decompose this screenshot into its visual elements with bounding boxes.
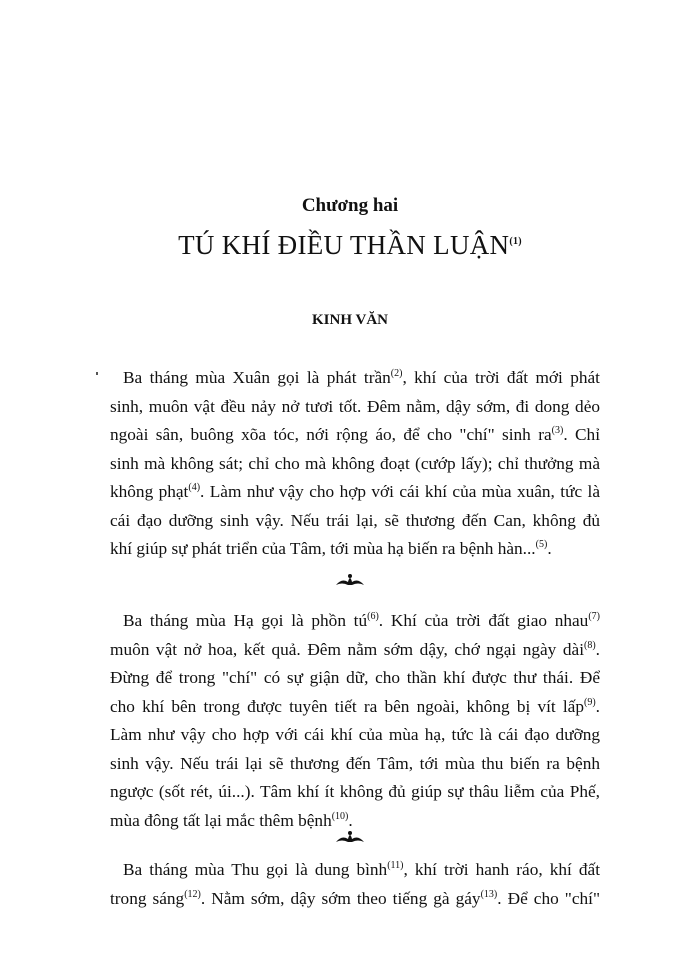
text-run: cái đạo dưỡng sinh vậy. Nếu trái lại, sẽ thương đến Can, không đủ xyxy=(110,510,600,530)
text-run: Ba tháng mùa Xuân gọi là phát trần xyxy=(123,368,391,387)
text-line xyxy=(110,421,600,450)
footnote-ref: (1) xyxy=(509,236,522,247)
text-run: sinh, muôn vật đều nảy nở tươi tốt. Đêm nằm, dậy sớm, đi dong dẻo xyxy=(110,396,600,416)
paragraph-spring xyxy=(110,364,600,564)
text-line xyxy=(110,507,600,536)
text-line xyxy=(110,636,600,665)
text-run: . xyxy=(595,639,600,659)
text-run: , khí trời hanh ráo, khí đất xyxy=(403,860,600,879)
text-run: . Làm như vậy cho hợp với cái khí của mùa xuân, tức là xyxy=(200,482,600,501)
text-run: khí giúp sự phát triển của Tâm, tới mùa hạ biến ra bệnh hàn... xyxy=(110,539,536,558)
text-line xyxy=(110,393,600,422)
footnote-ref: (10) xyxy=(331,810,349,822)
text-line xyxy=(110,607,600,636)
text-run: Đừng để trong "chí" có sự giận dữ, cho thần khí được thư thái. Để xyxy=(110,668,600,687)
text-run: sinh mà không sát; chỉ cho mà không đoạt (cướp lấy); chỉ thưởng mà xyxy=(110,453,600,473)
text-line xyxy=(110,364,600,393)
footnote-ref: (5) xyxy=(535,539,548,550)
footnote-ref: (6) xyxy=(367,611,379,622)
text-line xyxy=(110,535,600,564)
text-line xyxy=(110,478,600,507)
footnote-ref: (9) xyxy=(584,696,596,708)
text-line xyxy=(110,721,600,750)
scan-speck xyxy=(96,372,98,375)
text-line xyxy=(110,693,600,722)
text-run: . xyxy=(547,539,552,558)
footnote-ref: (7) xyxy=(588,611,600,622)
text-run: không phạt xyxy=(110,482,189,501)
text-run: . Khí của trời đất giao nhau xyxy=(378,611,589,630)
text-run: . Chỉ xyxy=(563,425,600,444)
text-run: . Để cho "chí" xyxy=(497,888,600,908)
paragraph-autumn xyxy=(110,856,600,913)
section-heading: KINH VĂN xyxy=(312,312,388,328)
footnote-ref: (12) xyxy=(184,888,201,900)
text-run: . Nằm sớm, dậy sớm theo tiếng gà gáy xyxy=(200,888,481,908)
chapter-title xyxy=(0,230,700,261)
text-line xyxy=(110,450,600,479)
footnote-ref: (3) xyxy=(551,425,564,436)
text-run: ngược (sốt rét, úi...). Tâm khí ít không đủ giúp sự thâu liễm của Phế, xyxy=(110,782,600,801)
text-run: Ba tháng mùa Thu gọi là dung bình xyxy=(123,860,388,879)
footnote-ref: (2) xyxy=(390,368,403,379)
text-run: Ba tháng mùa Hạ gọi là phồn tú xyxy=(123,611,368,630)
text-run: , khí của trời đất mới phát xyxy=(402,368,600,387)
text-line xyxy=(110,664,600,693)
text-run: Làm như vậy cho hợp với cái khí của mùa hạ, tức là cái đạo dưỡng xyxy=(110,725,600,744)
text-run: ngoài sân, buông xõa tóc, nới rộng áo, để cho "chí" sinh ra xyxy=(110,425,552,444)
footnote-ref: (8) xyxy=(584,639,596,651)
text-run: trong sáng xyxy=(110,888,185,908)
chapter-label: Chương hai xyxy=(301,195,399,216)
footnote-ref: (13) xyxy=(480,888,498,900)
text-run: sinh vậy. Nếu trái lại sẽ thương đến Tâm, tới mùa thu biến ra bệnh xyxy=(110,753,600,773)
chapter-title-text: TÚ KHÍ ĐIỀU THẦN LUẬN xyxy=(178,230,510,260)
text-run: cho khí bên trong được tuyên tiết ra bên ngoài, không bị vít lấp xyxy=(110,696,584,716)
fleuron-icon xyxy=(334,572,366,588)
footnote-ref: (4) xyxy=(188,482,201,493)
paragraph-summer xyxy=(110,607,600,835)
text-line xyxy=(110,856,600,885)
text-run: . xyxy=(595,696,600,716)
text-run: . xyxy=(348,810,353,830)
fleuron-icon xyxy=(334,829,366,845)
text-run: mùa đông tất lại mắc thêm bệnh xyxy=(110,810,332,830)
text-line xyxy=(110,750,600,779)
text-line xyxy=(110,778,600,807)
text-run: muôn vật nở hoa, kết quả. Đêm nằm sớm dậy, chớ ngại ngày dài xyxy=(110,639,584,659)
text-line xyxy=(110,885,600,914)
footnote-ref: (11) xyxy=(387,860,404,871)
